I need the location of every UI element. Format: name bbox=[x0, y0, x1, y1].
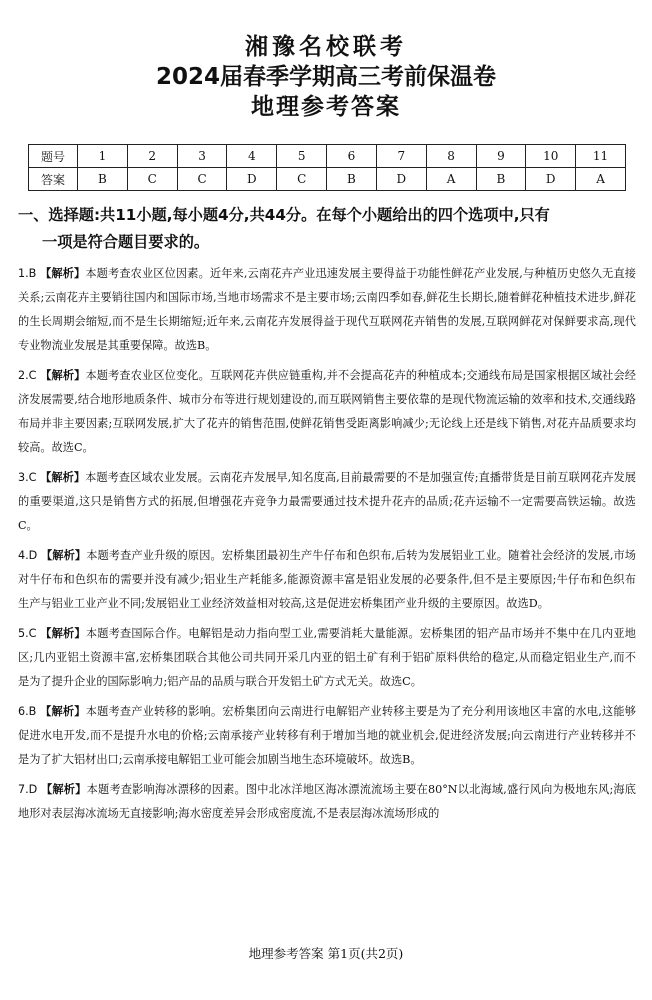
explanation-text: 本题考查国际合作。电解铝是动力指向型工业,需要消耗大量能源。宏桥集团的铝产品市场并不集中在几内亚地区;几内亚铝土资源丰富,宏桥集团联合其他公司共同开采几内亚的铝土矿有利于铝矿原料供给的稳定,从而稳定铝业生产,而不是为了提升企业的国际影响力;铝产品的品质与联合开发铝土矿方式无关。故选C。 bbox=[18, 627, 636, 688]
answer-cell: B bbox=[78, 168, 128, 191]
answer-row bbox=[29, 168, 626, 191]
explanation-item bbox=[18, 622, 636, 694]
explanation-text: 本题考查产业转移的影响。宏桥集团向云南进行电解铝产业转移主要是为了充分利用该地区丰富的水电,这能够促进水电开发,而不是提升水电的价格;云南承接产业转移有利于增加当地的就业机会,促进经济发展;向云南进行产业转移并不是为了扩大铝材出口;云南承接电解铝工业可能会加剧当地生态环境破坏。故选B。 bbox=[18, 705, 636, 766]
explanation-text: 本题考查区域农业发展。云南花卉发展早,知名度高,目前最需要的不是加强宣传;直播带货是目前互联网花卉发展的重要渠道,这只是销售方式的拓展,但增强花卉竞争力最需要通过技术提升花卉的品质;花卉运输不一定需要高铁运输。故选C。 bbox=[18, 471, 636, 532]
question-number: 11 bbox=[576, 145, 626, 168]
explanation-list bbox=[18, 262, 636, 832]
item-number: 5.C bbox=[18, 627, 37, 640]
question-number: 6 bbox=[327, 145, 377, 168]
question-number: 10 bbox=[526, 145, 576, 168]
row-label-number: 题号 bbox=[29, 145, 78, 168]
explanation-item bbox=[18, 262, 636, 358]
answer-cell: B bbox=[476, 168, 526, 191]
row-label-answer: 答案 bbox=[29, 168, 78, 191]
answer-cell: C bbox=[277, 168, 327, 191]
answer-table bbox=[28, 144, 626, 191]
item-number: 1.B bbox=[18, 267, 37, 280]
question-number: 1 bbox=[78, 145, 128, 168]
answer-cell: B bbox=[327, 168, 377, 191]
answer-cell: C bbox=[127, 168, 177, 191]
title-block bbox=[0, 32, 652, 122]
answer-cell: D bbox=[376, 168, 426, 191]
exam-alliance-title: 湘豫名校联考 bbox=[245, 34, 407, 60]
answer-key-title: 地理参考答案 bbox=[251, 94, 401, 120]
item-number: 4.D bbox=[18, 549, 38, 562]
question-number: 8 bbox=[426, 145, 476, 168]
explanation-text: 本题考查影响海冰漂移的因素。图中北冰洋地区海冰漂流流场主要在80°N以北海域,盛行风向为极地东风;海底地形对表层海冰流场无直接影响;海水密度差异会形成密度流,不是表层海冰流场形成的 bbox=[18, 783, 636, 820]
analysis-tag: 【解析】 bbox=[40, 705, 86, 718]
question-number: 5 bbox=[277, 145, 327, 168]
section-heading-line2: 一项是符合题目要求的。 bbox=[42, 233, 210, 251]
item-number: 6.B bbox=[18, 705, 37, 718]
item-number: 3.C bbox=[18, 471, 37, 484]
section-heading bbox=[18, 202, 638, 256]
explanation-item bbox=[18, 700, 636, 772]
analysis-tag: 【解析】 bbox=[40, 627, 86, 640]
explanation-text: 本题考查产业升级的原因。宏桥集团最初生产牛仔布和色织布,后转为发展铝业工业。随着社会经济的发展,市场对牛仔布和色织布的需要并没有减少;铝业生产耗能多,能源资源丰富是铝业发展的必要条件,但不是主要原因;牛仔布和色织布生产与铝业工业产业不同;发展铝业工业经济效益相对较高,这是促进宏桥集团产业升级的主要原因。故选D。 bbox=[18, 549, 636, 610]
question-number: 7 bbox=[376, 145, 426, 168]
analysis-tag: 【解析】 bbox=[40, 549, 87, 562]
explanation-item bbox=[18, 544, 636, 616]
question-number: 3 bbox=[177, 145, 227, 168]
answer-cell: A bbox=[576, 168, 626, 191]
explanation-item bbox=[18, 778, 636, 826]
answer-cell: A bbox=[426, 168, 476, 191]
analysis-tag: 【解析】 bbox=[40, 267, 86, 280]
explanation-text: 本题考查农业区位变化。互联网花卉供应链重构,并不会提高花卉的种植成本;交通线布局是国家根据区域社会经济发展需要,结合地形地质条件、城市分布等进行规划建设的,而互联网销售主要依靠的是现代物流运输的效率和技术,交通线路布局并非主要因素;互联网发展,扩大了花卉的销售范围,使鲜花销售受距离影响减少;无论线上还是线下销售,对花卉品质要求均较高。故选C。 bbox=[18, 369, 636, 454]
answer-cell: C bbox=[177, 168, 227, 191]
analysis-tag: 【解析】 bbox=[41, 783, 87, 796]
item-number: 7.D bbox=[18, 783, 38, 796]
analysis-tag: 【解析】 bbox=[40, 471, 86, 484]
analysis-tag: 【解析】 bbox=[40, 369, 86, 382]
exam-name-title: 2024届春季学期高三考前保温卷 bbox=[155, 64, 496, 90]
question-number-row bbox=[29, 145, 626, 168]
question-number: 9 bbox=[476, 145, 526, 168]
item-number: 2.C bbox=[18, 369, 37, 382]
explanation-item bbox=[18, 364, 636, 460]
question-number: 4 bbox=[227, 145, 277, 168]
answer-cell: D bbox=[227, 168, 277, 191]
explanation-text: 本题考查农业区位因素。近年来,云南花卉产业迅速发展主要得益于功能性鲜花产业发展,与种植历史悠久无直接关系;云南花卉主要销往国内和国际市场,当地市场需求不是主要市场;云南四季如春,鲜花生长期长,随着鲜花种植技术进步,鲜花的生长周期会缩短,而不是生长期缩短;近年来,云南花卉发展得益于现代互联网花卉销售的发展,互联网鲜花对保鲜要求高,现代专业物流业发展是其重要保障。故选B。 bbox=[18, 267, 636, 352]
section-heading-line1: 一、选择题:共11小题,每小题4分,共44分。在每个小题给出的四个选项中,只有 bbox=[18, 206, 550, 224]
explanation-item bbox=[18, 466, 636, 538]
question-number: 2 bbox=[127, 145, 177, 168]
answer-cell: D bbox=[526, 168, 576, 191]
page-footer: 地理参考答案 第1页(共2页) bbox=[248, 946, 404, 961]
